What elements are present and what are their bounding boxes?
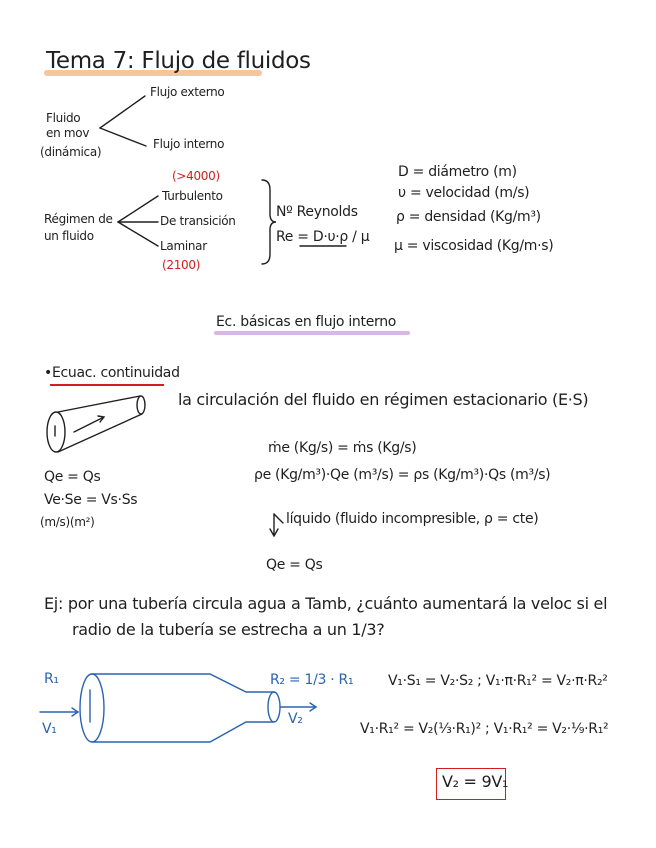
continuity-heading: •Ecuac. continuidad <box>44 365 180 381</box>
density-flow-eq: ρe (Kg/m³)·Qe (m³/s) = ρs (Kg/m³)·Qs (m³/s) <box>254 467 551 483</box>
internal-flow: Flujo interno <box>153 137 225 151</box>
example-line-1: Ej: por una tubería circula agua a Tamb, ¿cuánto aumentará la veloc si el <box>44 594 608 613</box>
def-viscosity: μ = viscosidad (Kg/m·s) <box>394 238 554 254</box>
label-r1: R₁ <box>44 671 59 687</box>
example-answer: V₂ = 9V₁ <box>442 772 509 791</box>
regime-brace <box>262 180 276 264</box>
fluid-root-3: (dinámica) <box>40 145 102 159</box>
fluid-root-2: en mov <box>46 126 90 140</box>
continuity-description: la circulación del fluido en régimen estacionario (E·S) <box>178 390 589 409</box>
tube-top <box>58 396 140 412</box>
regime-laminar: Laminar <box>160 239 207 253</box>
regime-turbulent: Turbulento <box>162 189 223 203</box>
regime-root-2: un fluido <box>44 229 94 243</box>
branch-laminar <box>118 222 158 246</box>
regime-root-1: Régimen de <box>44 212 113 226</box>
section-title: Ec. básicas en flujo interno <box>216 314 397 330</box>
laminar-threshold: (2100) <box>162 258 201 272</box>
regime-transition: De transición <box>160 214 236 228</box>
left-eq-flow: Qe = Qs <box>44 469 101 485</box>
reynolds-label: Nº Reynolds <box>276 204 358 220</box>
continuity-result: Qe = Qs <box>266 557 323 573</box>
example-line-2: radio de la tubería se estrecha a un 1/3? <box>72 620 385 639</box>
tube-inlet <box>47 412 65 452</box>
label-v1: V₁ <box>42 721 57 737</box>
branch-internal <box>100 128 146 146</box>
left-eq-units: (m/s)(m²) <box>40 515 95 529</box>
page-title: Tema 7: Flujo de fluidos <box>46 48 311 74</box>
label-v2: V₂ <box>288 711 303 727</box>
tube-outlet <box>137 396 145 414</box>
liquid-note: líquido (fluido incompresible, ρ = cte) <box>286 511 539 527</box>
branch-external <box>100 96 145 128</box>
example-eq-2: V₁·R₁² = V₂(⅓·R₁)² ; V₁·R₁² = V₂·⅑·R₁² <box>360 721 609 737</box>
fluid-root-1: Fluido <box>46 111 81 125</box>
def-diameter: D = diámetro (m) <box>398 164 517 180</box>
mass-flow-eq: ṁe (Kg/s) = ṁs (Kg/s) <box>268 440 417 456</box>
label-r2: R₂ = 1/3 · R₁ <box>270 672 354 688</box>
def-velocity: υ = velocidad (m/s) <box>398 185 530 201</box>
external-flow: Flujo externo <box>150 85 225 99</box>
branch-turbulent <box>118 196 158 222</box>
def-density: ρ = densidad (Kg/m³) <box>396 209 541 225</box>
reynolds-formula: Re = D·υ·ρ / μ <box>276 229 370 245</box>
left-eq-velocity-area: Ve·Se = Vs·Ss <box>44 492 138 508</box>
example-eq-1: V₁·S₁ = V₂·S₂ ; V₁·π·R₁² = V₂·π·R₂² <box>388 673 608 689</box>
turbulent-threshold: (>4000) <box>172 169 220 183</box>
